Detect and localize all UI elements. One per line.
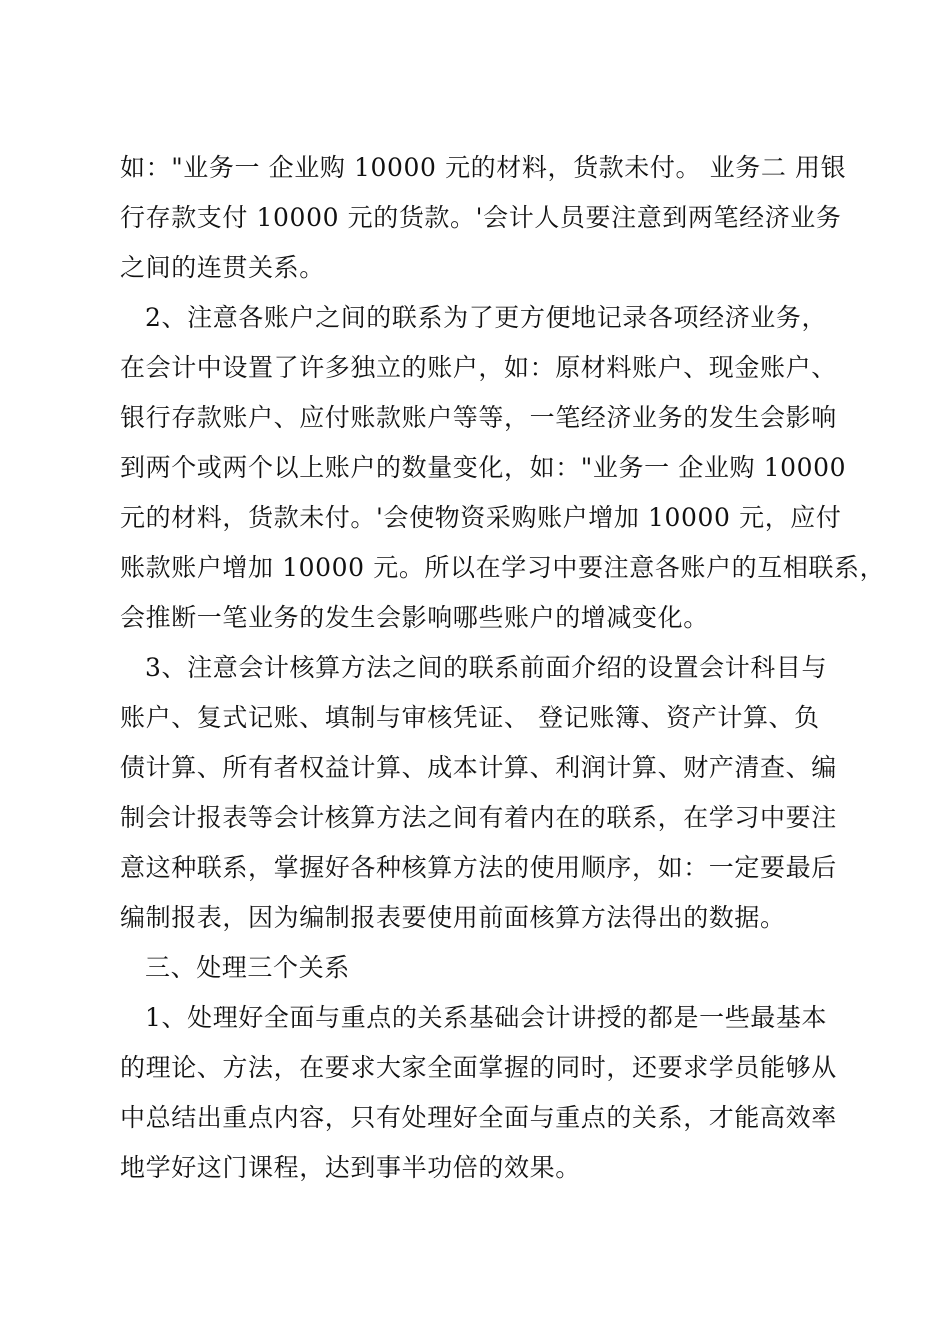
text-line: 行存款支付 10000 元的货款。'会计人员要注意到两笔经济业务 bbox=[120, 203, 842, 232]
text-line: 编制报表，因为编制报表要使用前面核算方法得出的数据。 bbox=[120, 903, 786, 932]
paragraph-3-start: 3、注意会计核算方法之间的联系前面介绍的设置会计科目与 bbox=[145, 653, 828, 682]
text-line: 债计算、所有者权益计算、成本计算、利润计算、财产清查、编 bbox=[120, 753, 837, 782]
text-line: 元的材料，货款未付。'会使物资采购账户增加 10000 元，应付 bbox=[120, 503, 842, 532]
text-line: 账款账户增加 10000 元。所以在学习中要注意各账户的互相联系， bbox=[120, 553, 886, 582]
text-line: 如："业务一 企业购 10000 元的材料，货款未付。 业务二 用银 bbox=[120, 153, 847, 182]
text-line: 中总结出重点内容，只有处理好全面与重点的关系，才能高效率 bbox=[120, 1103, 837, 1132]
text-line: 地学好这门课程，达到事半功倍的效果。 bbox=[120, 1153, 581, 1182]
paragraph-2-start: 2、注意各账户之间的联系为了更方便地记录各项经济业务， bbox=[145, 303, 828, 332]
text-line: 制会计报表等会计核算方法之间有着内在的联系，在学习中要注 bbox=[120, 803, 837, 832]
text-line: 会推断一笔业务的发生会影响哪些账户的增减变化。 bbox=[120, 603, 709, 632]
section-heading: 三、处理三个关系 bbox=[145, 953, 350, 982]
text-line: 意这种联系，掌握好各种核算方法的使用顺序，如：一定要最后 bbox=[120, 853, 837, 882]
text-line: 之间的连贯关系。 bbox=[120, 253, 325, 282]
text-line: 银行存款账户、应付账款账户等等，一笔经济业务的发生会影响 bbox=[120, 403, 837, 432]
paragraph-1-start: 1、处理好全面与重点的关系基础会计讲授的都是一些最基本 bbox=[145, 1003, 828, 1032]
text-line: 的理论、方法，在要求大家全面掌握的同时，还要求学员能够从 bbox=[120, 1053, 837, 1082]
text-line: 在会计中设置了许多独立的账户，如：原材料账户、现金账户、 bbox=[120, 353, 837, 382]
text-line: 账户、复式记账、填制与审核凭证、 登记账簿、资产计算、负 bbox=[120, 703, 820, 732]
text-line: 到两个或两个以上账户的数量变化，如："业务一 企业购 10000 bbox=[120, 453, 847, 482]
